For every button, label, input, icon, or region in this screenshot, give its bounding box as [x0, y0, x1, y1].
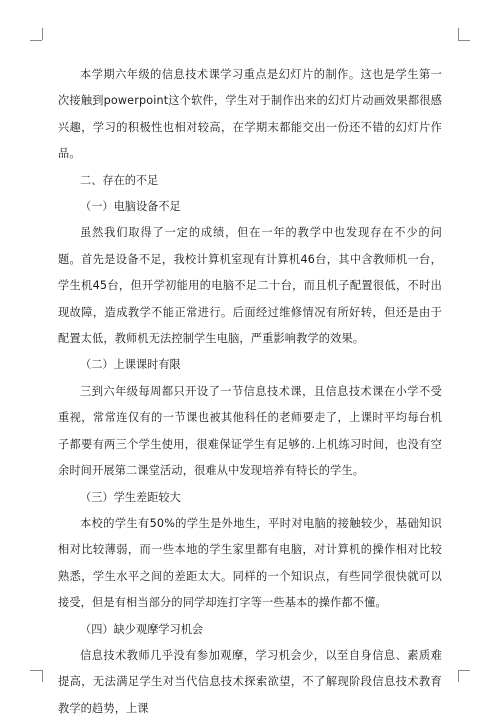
crop-mark-bottom-right-h: [458, 670, 470, 671]
subheading-student-gap: （三）学生差距较大: [80, 490, 181, 504]
paragraph-class-hours: 三到六年级每周都只开设了一节信息技术课，且信息技术课在小学不受重视，常常连仅有的一节课也被其他科任的老师要走了，上课时平均每台机子都要有两三个学生使用，很难保证学生有足够的.上机练习时间，也没有空余时间开展第二课堂活动，很难从中发现培养有特长的学生。: [58, 384, 442, 478]
crop-mark-top-left-h: [30, 40, 42, 41]
crop-mark-top-right-h: [458, 40, 470, 41]
crop-mark-bottom-right-v: [458, 670, 459, 682]
crop-mark-top-right-v: [458, 28, 459, 40]
document-body: [58, 62, 442, 722]
subheading-equipment: （一）电脑设备不足: [80, 200, 181, 214]
paragraph-equipment: 虽然我们取得了一定的成绩，但在一年的教学中也发现存在不少的问题。首先是设备不足，我校计算机室现有计算机46台，其中含教师机一台，学生机45台，但开学初能用的电脑不足二十台，而且机子配置很低，不时出现故障，造成教学不能正常进行。后面经过维修情况有所好转，但还是由于配置太低，教师机无法控制学生电脑，严重影响教学的效果。: [58, 226, 442, 346]
paragraph-student-gap: 本校的学生有50%的学生是外地生，平时对电脑的接触较少，基础知识相对比较薄弱，而一些本地的学生家里都有电脑，对计算机的操作相对比较熟悉，学生水平之间的差距太大。同样的一个知识点，有些同学很快就可以接受，但是有相当部分的同学却连打字等一些基本的操作都不懂。: [58, 516, 442, 610]
section-heading-shortcomings: 二、存在的不足: [80, 173, 159, 187]
paragraph-intro: 本学期六年级的信息技术课学习重点是幻灯片的制作。这也是学生第一次接触到powerpoint这个软件，学生对于制作出来的幻灯片动画效果都很感兴趣，学习的积极性也相对较高，在学期末都能交出一份还不错的幻灯片作品。: [58, 68, 442, 161]
crop-mark-bottom-left-v: [42, 670, 43, 682]
crop-mark-top-left-v: [42, 28, 43, 40]
crop-mark-bottom-left-h: [30, 670, 42, 671]
subheading-observation: （四）缺少观摩学习机会: [80, 622, 204, 636]
paragraph-observation: 信息技术教师几乎没有参加观摩，学习机会少，以至自身信息、素质难提高，无法满足学生对当代信息技术探索欲望，不了解现阶段信息技术教育教学的趋势，上课: [58, 648, 442, 715]
subheading-class-hours: （二）上课课时有限: [80, 358, 181, 372]
